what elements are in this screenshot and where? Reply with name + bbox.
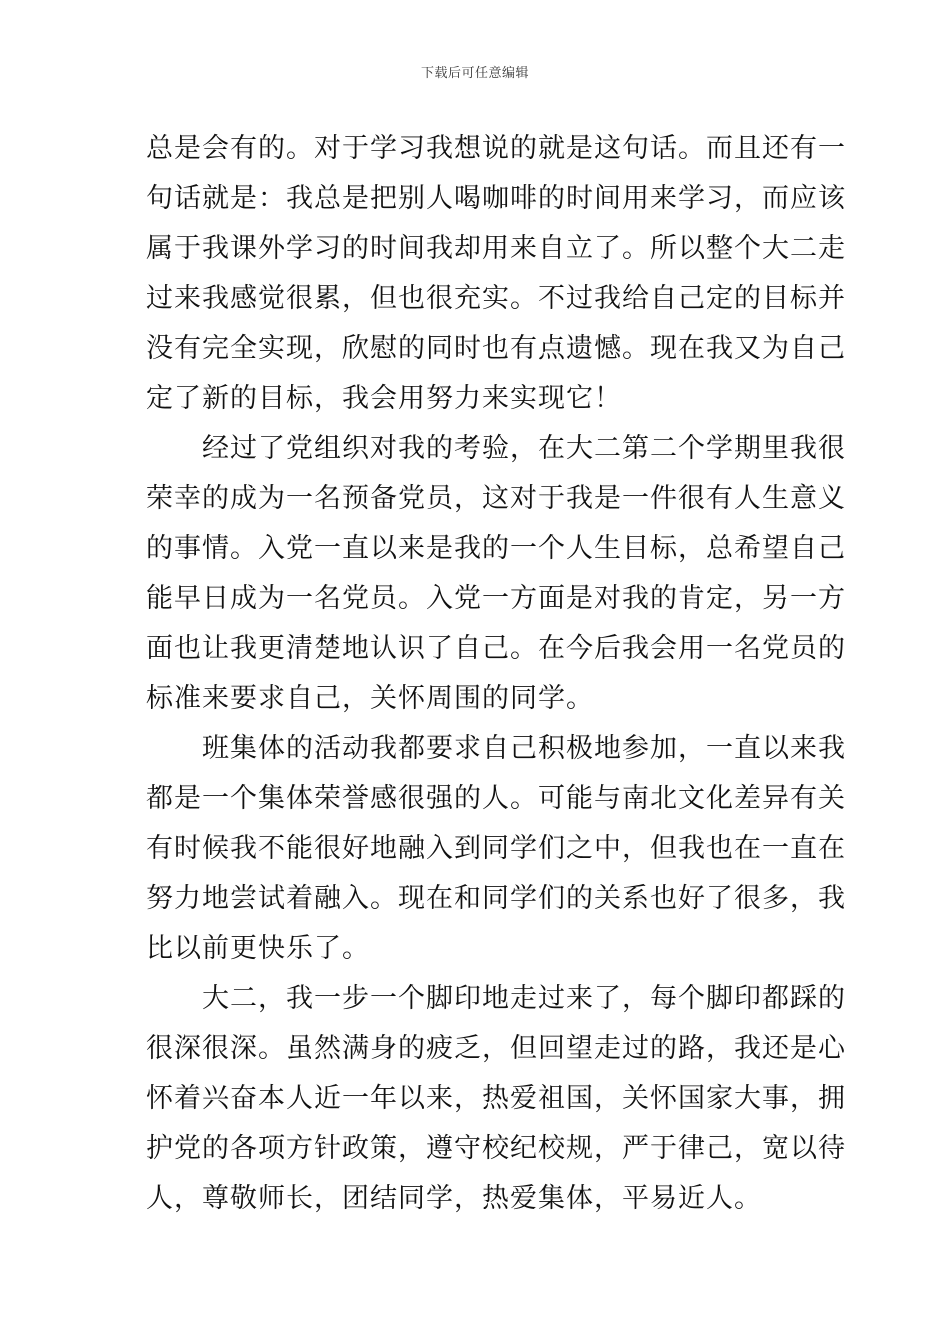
text-line: 班集体的活动我都要求自己积极地参加，一直以来我 (202, 733, 846, 764)
paragraph (146, 424, 846, 724)
text-line: 大二，我一步一个脚印地走过来了，每个脚印都踩的 (202, 983, 846, 1014)
text-line: 都是一个集体荣誉感很强的人。可能与南北文化差异有关 (146, 783, 846, 814)
text-line: 努力地尝试着融入。现在和同学们的关系也好了很多，我 (146, 883, 846, 914)
text-line: 句话就是：我总是把别人喝咖啡的时间用来学习，而应该 (146, 183, 846, 214)
text-line: 怀着兴奋本人近一年以来，热爱祖国，关怀国家大事，拥 (146, 1083, 846, 1114)
text-line: 标准来要求自己，关怀周围的同学。 (146, 683, 594, 714)
text-line: 属于我课外学习的时间我却用来自立了。所以整个大二走 (146, 233, 846, 264)
text-line: 过来我感觉很累，但也很充实。不过我给自己定的目标并 (146, 283, 846, 314)
text-line: 没有完全实现，欣慰的同时也有点遗憾。现在我又为自己 (146, 333, 846, 364)
page-header: 下载后可任意编辑 (420, 66, 529, 81)
text-line: 人，尊敬师长，团结同学，热爱集体，平易近人。 (146, 1183, 762, 1214)
text-line: 比以前更快乐了。 (146, 933, 370, 964)
text-line: 有时候我不能很好地融入到同学们之中，但我也在一直在 (146, 833, 846, 864)
paragraph (146, 124, 846, 424)
text-line: 很深很深。虽然满身的疲乏，但回望走过的路，我还是心 (146, 1033, 846, 1064)
document-body (146, 124, 846, 1224)
text-line: 的事情。入党一直以来是我的一个人生目标，总希望自己 (146, 533, 846, 564)
text-line: 能早日成为一名党员。入党一方面是对我的肯定，另一方 (146, 583, 846, 614)
paragraph (146, 974, 846, 1224)
text-line: 护党的各项方针政策，遵守校纪校规，严于律己，宽以待 (146, 1133, 846, 1164)
text-line: 经过了党组织对我的考验，在大二第二个学期里我很 (202, 433, 846, 464)
text-line: 定了新的目标，我会用努力来实现它！ (146, 383, 622, 414)
text-line: 总是会有的。对于学习我想说的就是这句话。而且还有一 (146, 133, 846, 164)
paragraph (146, 724, 846, 974)
text-line: 荣幸的成为一名预备党员，这对于我是一件很有人生意义 (146, 483, 846, 514)
text-line: 面也让我更清楚地认识了自己。在今后我会用一名党员的 (146, 633, 846, 664)
